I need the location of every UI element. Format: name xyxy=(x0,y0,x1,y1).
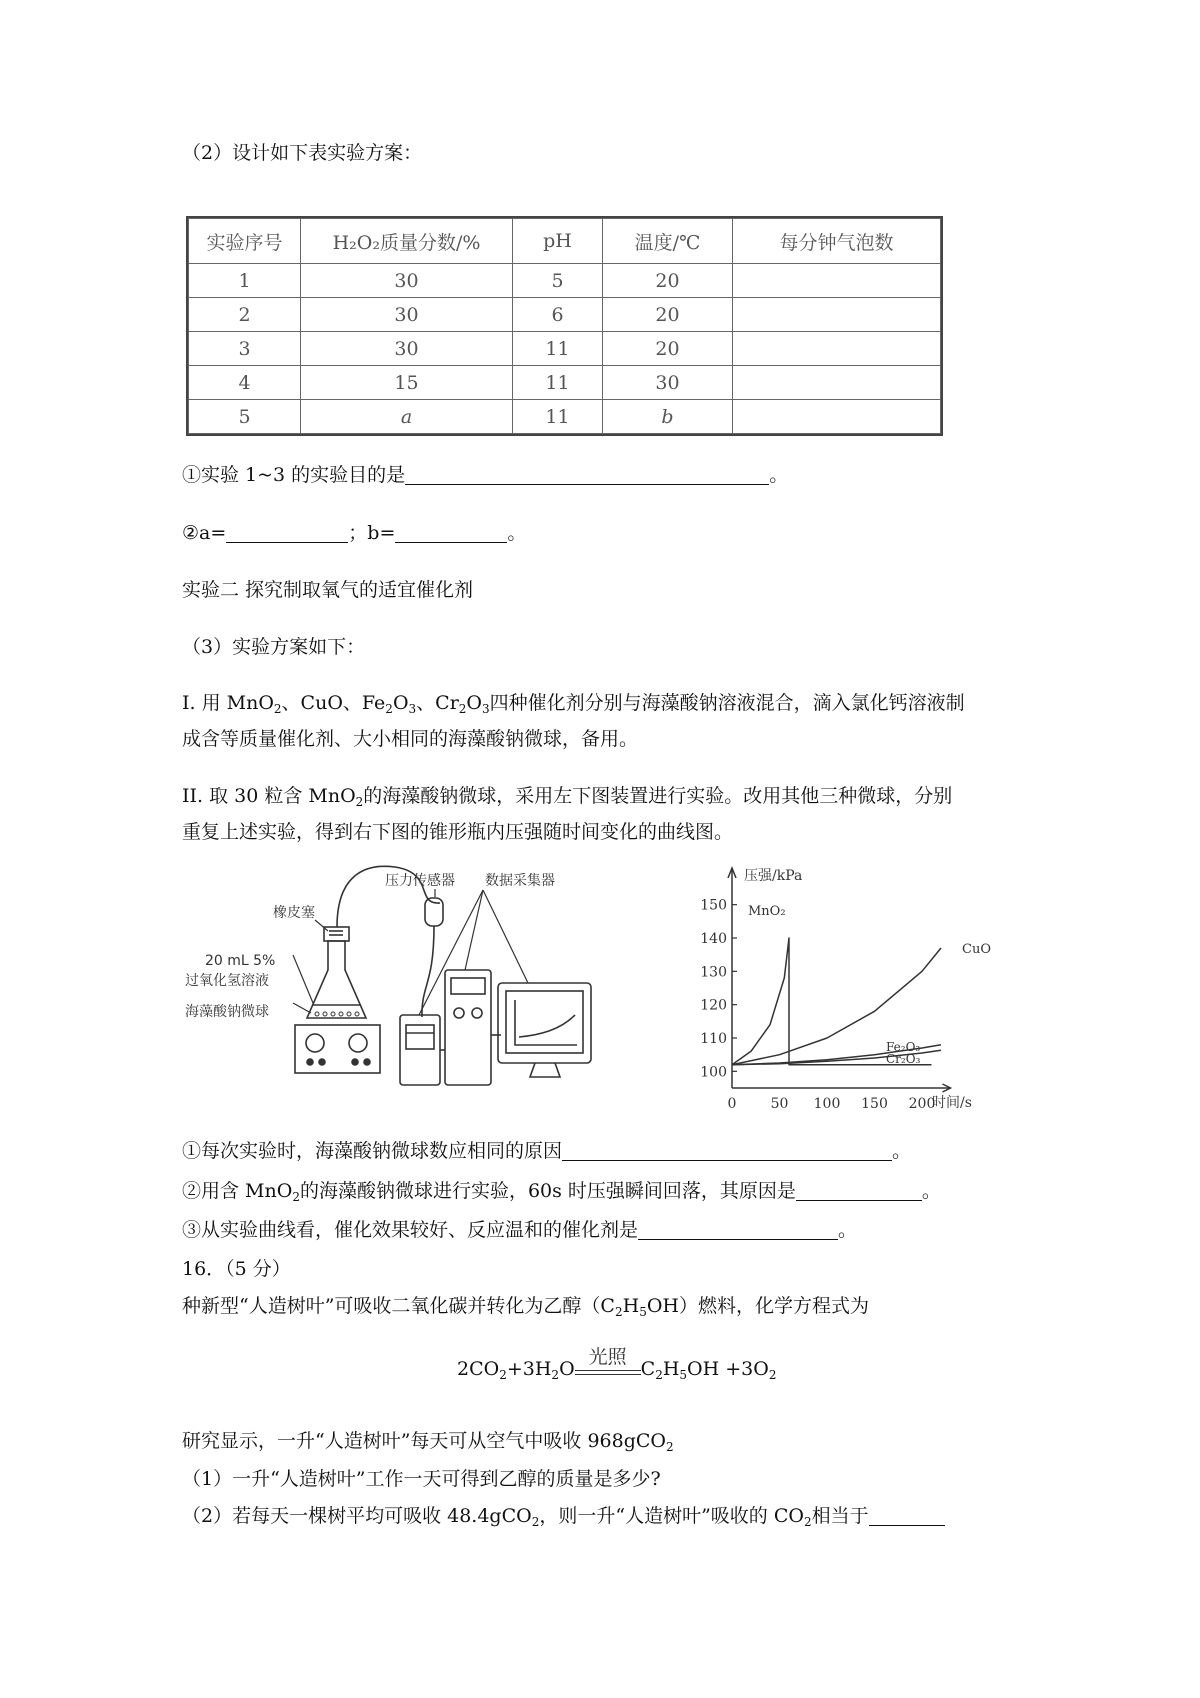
y-tick-label: 130 xyxy=(700,964,727,981)
computer-monitor-icon xyxy=(498,983,591,1077)
text-run: 四种催化剂分别与海藻酸钠溶液混合，滴入氯化钙溶液制 xyxy=(489,692,965,714)
table-cell xyxy=(733,332,941,366)
punctuation: 。 xyxy=(892,1140,912,1162)
series-label-mno2: MnO₂ xyxy=(748,904,786,919)
series-label-fe2o3: Fe₂O₃ xyxy=(886,1040,921,1054)
x-tick-label: 200 xyxy=(908,1096,936,1112)
text-run: 的海藻酸钠微球进行实验，60s 时压强瞬间回落，其原因是 xyxy=(299,1180,796,1202)
y-tick-label: 140 xyxy=(700,931,727,947)
question-3-3 xyxy=(182,1217,857,1243)
text-run: H xyxy=(622,1295,640,1317)
hot-plate xyxy=(295,1025,380,1073)
y-tick-label: 100 xyxy=(700,1064,727,1081)
x-axis-label: 时间/s xyxy=(932,1095,972,1111)
text-run: O xyxy=(466,692,482,714)
table-cell: 30 xyxy=(301,264,513,298)
question-3-2: ②用含 MnO$_2$的海藻酸钠微球进行实验，60s 时压强瞬间回落，其原因是 。 xyxy=(182,1180,941,1204)
reaction-condition xyxy=(575,1346,641,1375)
header-cell: 温度/℃ xyxy=(603,219,733,264)
table-cell: 6 xyxy=(513,298,603,332)
text-run: ，则一升“人造树叶”吸收的 CO xyxy=(539,1505,804,1527)
question-16-intro: 种新型“人造树叶”可吸收二氧化碳并转化为乙醇$(C_2H_5OH)$燃料，化学方程式为 xyxy=(182,1295,869,1319)
step-2-line-1: II. 取 30 粒含 MnO$_2$的海藻酸钠微球，采用左下图装置进行实验。改用其他三种微球，分别 xyxy=(182,785,953,809)
text-run: ②用含 MnO xyxy=(182,1180,293,1202)
equals-bar xyxy=(575,1370,641,1375)
table-row xyxy=(189,298,941,332)
question-16-2: （2）若每天一棵树平均可吸收 48.4gCO$_2$，则一升“人造树叶”吸收的 $CO_2$相当于 xyxy=(182,1503,945,1529)
data-collector-label: 数据采集器 xyxy=(485,873,555,889)
answer-blank[interactable] xyxy=(638,1219,838,1240)
a-label: ②a= xyxy=(182,522,227,544)
step-1-line-2: 成含等质量催化剂、大小相同的海藻酸钠微球，备用。 xyxy=(182,728,639,750)
answer-blank-a[interactable] xyxy=(226,522,348,543)
table-cell: 11 xyxy=(513,400,603,434)
punctuation: 。 xyxy=(838,1219,858,1241)
table-cell: 1 xyxy=(189,264,301,298)
y-tick-label: 120 xyxy=(700,997,727,1014)
table-cell: 30 xyxy=(603,366,733,400)
text-run: O xyxy=(559,1358,575,1380)
header-cell: 实验序号 xyxy=(189,219,301,264)
text-run: 2CO xyxy=(457,1358,500,1380)
answer-blank[interactable] xyxy=(796,1180,922,1201)
pressure-sensor-label: 压力传感器 xyxy=(385,873,455,889)
answer-blank[interactable] xyxy=(405,464,769,485)
table-cell: 30 xyxy=(301,332,513,366)
step-1-line-1: I. 用 MnO$_2$、CuO、$Fe_2O_3$、$Cr_2O_3$四种催化剂分别与海藻酸钠溶液混合，滴入氯化钙溶液制 xyxy=(182,692,965,716)
x-tick-label: 150 xyxy=(861,1096,888,1112)
x-tick-label: 0 xyxy=(727,1096,737,1112)
table-cell: 30 xyxy=(301,298,513,332)
table-header-row xyxy=(189,219,941,264)
text-run: 、CuO、Fe xyxy=(281,692,386,714)
text-run: （2）若每天一棵树平均可吸收 48.4gCO xyxy=(182,1505,532,1527)
table-cell: 11 xyxy=(513,366,603,400)
answer-blank[interactable] xyxy=(869,1505,945,1526)
question-3-heading: （3）实验方案如下： xyxy=(182,636,366,658)
x-tick-label: 50 xyxy=(770,1096,789,1112)
chart-ticks xyxy=(700,898,935,1112)
text-run: 研究显示，一升“人造树叶”每天可从空气中吸收 968gCO xyxy=(182,1430,667,1452)
text-run: 种新型“人造树叶”可吸收二氧化碳并转化为乙醇（C xyxy=(182,1295,615,1317)
header-cell: pH xyxy=(513,219,603,264)
question-text: ①每次实验时，海藻酸钠微球数应相同的原因 xyxy=(182,1140,563,1162)
condition-label: 光照 xyxy=(588,1346,627,1368)
text-run: OH +3O xyxy=(687,1358,769,1380)
beads-label: 海藻酸钠微球 xyxy=(185,1004,269,1020)
text-run: OH）燃料，化学方程式为 xyxy=(646,1295,869,1317)
table-cell xyxy=(733,264,941,298)
text-run: 相当于 xyxy=(811,1505,869,1527)
punctuation: 。 xyxy=(921,1180,941,1202)
table-cell: 2 xyxy=(189,298,301,332)
y-tick-label: 150 xyxy=(700,897,727,914)
punctuation: 。 xyxy=(769,464,789,486)
table-cell: 11 xyxy=(513,332,603,366)
chemical-equation: $2CO_2+3H_2O$ 光照 $C_2H_5OH +3O_2$ xyxy=(457,1358,776,1380)
table-cell: 4 xyxy=(189,366,301,400)
conical-flask-icon xyxy=(307,927,366,1018)
text-run: II. 取 30 粒含 MnO xyxy=(182,785,356,807)
question-16-1: （1）一升“人造树叶”工作一天可得到乙醇的质量是多少? xyxy=(182,1468,661,1490)
answer-blank[interactable] xyxy=(562,1140,892,1161)
series-label-cr2o3: Cr₂O₃ xyxy=(886,1052,921,1066)
header-cell: H₂O₂质量分数/% xyxy=(301,219,513,264)
experiment-2-title: 实验二 探究制取氧气的适宜催化剂 xyxy=(182,579,474,601)
question-3-1 xyxy=(182,1138,911,1164)
table-cell: 15 xyxy=(301,366,513,400)
table-cell xyxy=(733,366,941,400)
question-2-heading: （2）设计如下表实验方案： xyxy=(182,142,423,164)
b-label: ；b= xyxy=(348,522,396,544)
research-line: 研究显示，一升“人造树叶”每天可从空气中吸收 968gCO$_2$ xyxy=(182,1430,674,1454)
table-cell: 20 xyxy=(603,264,733,298)
text-run: I. 用 MnO xyxy=(182,692,274,714)
question-2-2 xyxy=(182,520,526,546)
table-row xyxy=(189,264,941,298)
text-run: +3H xyxy=(506,1358,552,1380)
series-label-cuo: CuO xyxy=(962,942,991,957)
table-cell xyxy=(733,298,941,332)
text-run: C xyxy=(640,1358,656,1380)
y-axis-label: 压强/kPa xyxy=(744,868,803,884)
text-run: 的海藻酸钠微球，采用左下图装置进行实验。改用其他三种微球，分别 xyxy=(363,785,953,807)
experiment-table xyxy=(188,218,941,434)
text-run: H xyxy=(662,1358,680,1380)
table-row xyxy=(189,400,941,434)
question-text: ③从实验曲线看，催化效果较好、反应温和的催化剂是 xyxy=(182,1219,639,1241)
answer-blank-b[interactable] xyxy=(395,522,507,543)
table-row xyxy=(189,366,941,400)
header-cell: 每分钟气泡数 xyxy=(733,219,941,264)
table-cell: 5 xyxy=(189,400,301,434)
table-row xyxy=(189,332,941,366)
pressure-time-chart xyxy=(690,860,1030,1120)
question-16-title: 16．（5 分） xyxy=(182,1258,291,1280)
solution-label-1: 20 mL 5% xyxy=(205,953,276,969)
table-cell: 20 xyxy=(603,298,733,332)
table-cell: 20 xyxy=(603,332,733,366)
table-cell: a xyxy=(301,400,513,434)
table-cell: 3 xyxy=(189,332,301,366)
punctuation: 。 xyxy=(507,522,527,544)
step-2-line-2: 重复上述实验，得到右下图的锥形瓶内压强随时间变化的曲线图。 xyxy=(182,821,734,843)
table-cell: b xyxy=(603,400,733,434)
question-text: ①实验 1~3 的实验目的是 xyxy=(182,464,406,486)
stopper-label: 橡皮塞 xyxy=(273,905,315,921)
question-2-1 xyxy=(182,462,788,488)
solution-label-2: 过氧化氢溶液 xyxy=(185,973,269,989)
text-run: O xyxy=(392,692,409,714)
table-cell xyxy=(733,400,941,434)
text-run: 、Cr xyxy=(416,692,459,714)
table-cell: 5 xyxy=(513,264,603,298)
apparatus-diagram xyxy=(185,865,625,1110)
x-tick-label: 100 xyxy=(813,1096,841,1112)
y-tick-label: 110 xyxy=(700,1031,727,1047)
data-collector-icon xyxy=(400,970,501,1085)
